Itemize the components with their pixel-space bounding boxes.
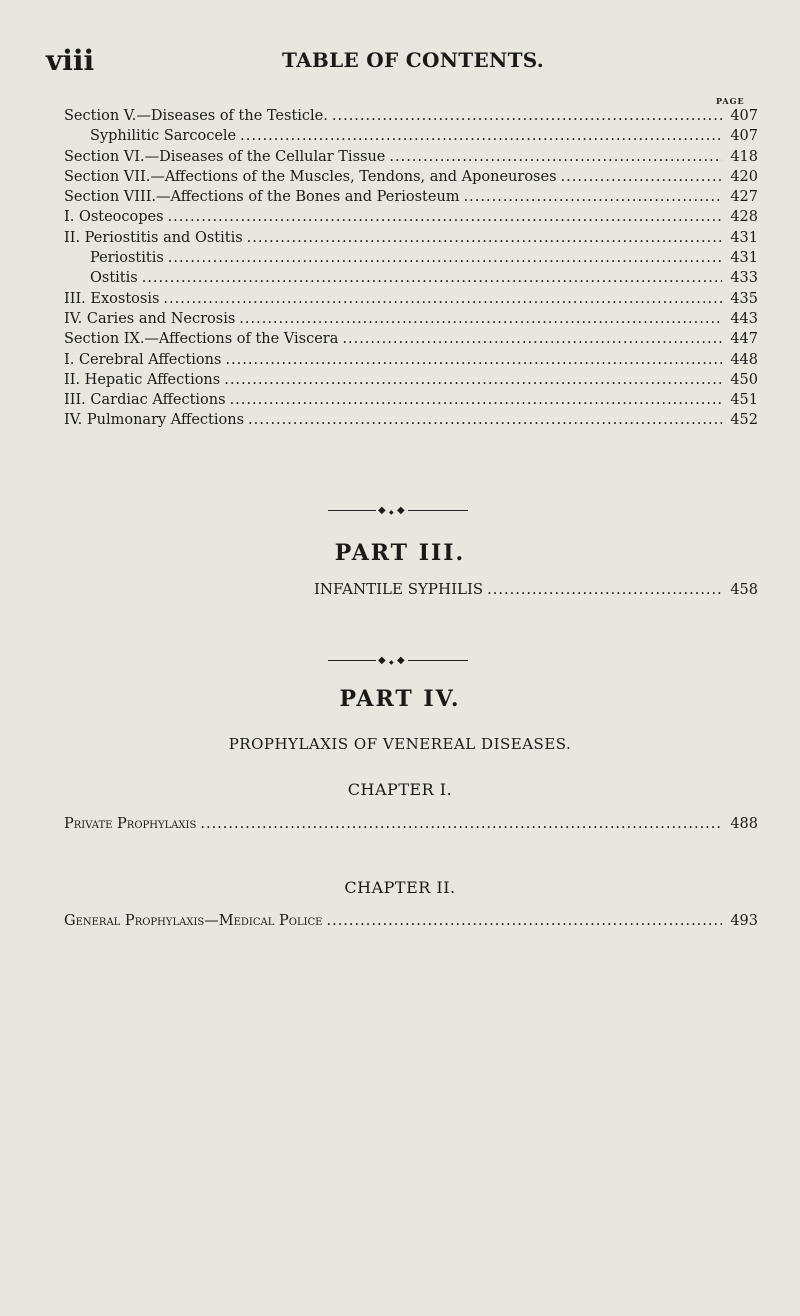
ornament-divider [328,505,468,517]
toc-page: 443 [730,310,758,327]
dot-leader [326,913,722,929]
toc-page: 433 [730,270,758,287]
dot-leader [200,816,722,832]
toc-row [64,169,758,189]
toc-page: 452 [730,412,758,429]
toc-row [64,149,758,169]
toc-label: I. Osteocopes [64,209,164,226]
toc-list [64,108,758,433]
toc-page: 418 [730,148,758,165]
toc-label: Section V.—Diseases of the Testicle. [64,108,328,124]
chapter-i-title: CHAPTER I. [347,780,453,799]
dot-leader [224,372,722,388]
toc-row [64,128,758,148]
toc-row [64,291,758,311]
ornament-line [408,660,468,661]
toc-page: 450 [730,371,758,388]
toc-label: Syphilitic Sarcocele [90,128,237,145]
dot-leader [342,331,722,347]
toc-page: 420 [730,168,758,185]
toc-row [64,392,758,412]
dot-leader [487,582,722,598]
toc-page: 407 [730,108,758,124]
part-iv-title: PART IV. [339,686,461,712]
dot-leader [142,270,722,286]
dot-leader [247,230,722,246]
toc-row [64,189,758,209]
toc-row [64,250,758,270]
toc-page: 431 [730,229,758,246]
part-iii-title: PART III. [334,540,466,566]
toc-page: 431 [730,250,758,267]
dot-leader [332,108,722,124]
dot-leader [168,209,722,225]
toc-label: General Prophylaxis—Medical Police [64,913,323,929]
toc-label: II. Periostitis and Ostitis [64,229,243,246]
toc-row [64,331,758,351]
dot-leader [163,291,722,307]
page-number: viii [46,44,95,77]
part-iv-subtitle: PROPHYLAXIS OF VENEREAL DISEASES. [228,735,572,753]
part-iii-entry [64,580,758,600]
page-column-label: PAGE [716,96,745,106]
toc-page: 493 [730,913,758,929]
toc-label: Private Prophylaxis [64,816,197,832]
toc-label: I. Cerebral Affections [64,351,222,368]
toc-row [64,580,758,600]
diamond-icon: ◆ [389,509,394,516]
toc-page: 458 [730,582,758,598]
diamond-icon: ◆ [389,659,394,666]
page-header [46,44,766,84]
toc-row [64,108,758,128]
chapter-ii-title: CHAPTER II. [344,878,456,897]
toc-label: Section IX.—Affections of the Viscera [64,331,339,348]
diamond-icon: ◆ [397,655,405,666]
toc-label: IV. Caries and Necrosis [64,310,236,327]
toc-label: Periostitis [90,250,164,267]
diamond-icon: ◆ [378,505,386,516]
toc-row [64,372,758,392]
toc-page: 435 [730,290,758,307]
toc-page: 407 [730,128,758,145]
dot-leader [248,412,722,428]
toc-label: INFANTILE SYPHILIS [314,580,484,598]
dot-leader [230,392,722,408]
diamond-icon: ◆ [397,505,405,516]
toc-label: Ostitis [90,270,138,287]
toc-row [64,913,758,933]
ornament-line [328,510,376,511]
toc-row [64,816,758,836]
toc-label: III. Cardiac Affections [64,392,226,409]
toc-page: 428 [730,209,758,226]
toc-page: 447 [730,331,758,348]
dot-leader [240,128,722,144]
toc-label: Section VIII.—Affections of the Bones and Periosteum [64,189,460,206]
running-title: TABLE OF CONTENTS. [282,48,545,72]
toc-row [64,352,758,372]
chapter-ii-entry [64,913,758,933]
toc-page: 488 [730,816,758,832]
toc-row [64,230,758,250]
dot-leader [389,149,722,165]
toc-label: Section VI.—Diseases of the Cellular Tissue [64,148,386,165]
dot-leader [168,250,722,266]
ornament-line [328,660,376,661]
dot-leader [225,352,722,368]
dot-leader [464,189,722,205]
ornament-divider [328,655,468,667]
dot-leader [239,311,722,327]
toc-label: II. Hepatic Affections [64,371,221,388]
diamond-icon: ◆ [378,655,386,666]
ornament-line [408,510,468,511]
toc-row [64,270,758,290]
toc-row [64,412,758,432]
toc-row [64,311,758,331]
toc-page: 448 [730,351,758,368]
toc-page: 451 [730,392,758,409]
toc-row [64,209,758,229]
toc-label: Section VII.—Affections of the Muscles, Tendons, and Aponeuroses [64,168,557,185]
chapter-i-entry [64,816,758,836]
toc-label: III. Exostosis [64,290,160,307]
toc-label: IV. Pulmonary Affections [64,412,245,429]
dot-leader [561,169,722,185]
toc-page: 427 [730,189,758,206]
